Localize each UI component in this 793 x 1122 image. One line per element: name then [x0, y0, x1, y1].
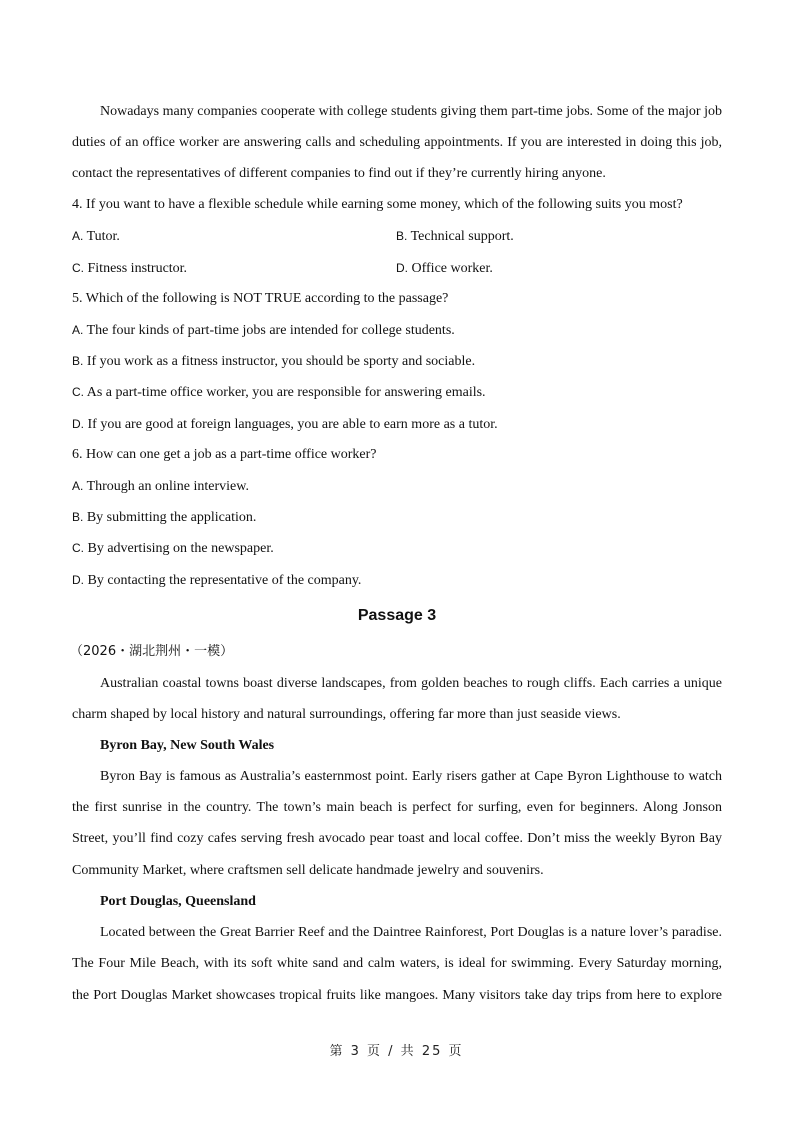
paragraph-line: charm shaped by local history and natural surroundings, offering far more than just seaside views. — [72, 707, 621, 722]
option-text: Technical support. — [407, 229, 514, 244]
option-text: The four kinds of part-time jobs are intended for college students. — [83, 323, 455, 338]
option-label: D. — [396, 261, 408, 275]
question-6-option-a — [72, 477, 249, 496]
source-tag: （2026・湖北荆州・一模） — [70, 644, 234, 659]
paragraph-line: duties of an office worker are answering calls and scheduling appointments. If you are interested in doing this job, — [72, 135, 722, 150]
option-text: Office worker. — [408, 261, 493, 276]
option-text: Fitness instructor. — [84, 261, 188, 276]
option-text: By submitting the application. — [83, 510, 257, 525]
section-heading-port-douglas: Port Douglas, Queensland — [100, 894, 256, 909]
option-label: A. — [72, 229, 84, 243]
question-stem-5: 5. Which of the following is NOT TRUE according to the passage? — [72, 291, 449, 306]
paragraph-line: Nowadays many companies cooperate with college students giving them part-time jobs. Some of the major job — [100, 104, 722, 119]
question-6-option-c — [72, 539, 274, 558]
paragraph-line: the Port Douglas Market showcases tropical fruits like mangoes. Many visitors take day trips from here to explore — [72, 988, 722, 1003]
option-label: A. — [72, 479, 84, 493]
option-text: Tutor. — [83, 229, 120, 244]
paragraph-line: Byron Bay is famous as Australia’s easternmost point. Early risers gather at Cape Byron Lighthouse to watch — [100, 769, 722, 784]
paragraph-line: Community Market, where craftsmen sell delicate handmade jewelry and souvenirs. — [72, 863, 544, 878]
question-stem-4: 4. If you want to have a flexible schedule while earning some money, which of the following suits you most? — [72, 197, 683, 212]
paragraph-line: Located between the Great Barrier Reef and the Daintree Rainforest, Port Douglas is a nature lover’s paradise. — [100, 925, 722, 940]
option-text: Through an online interview. — [83, 479, 249, 494]
paragraph-line: Australian coastal towns boast diverse landscapes, from golden beaches to rough cliffs. Each carries a unique — [100, 676, 722, 691]
option-label: C. — [72, 261, 84, 275]
option-label: B. — [72, 354, 84, 368]
question-4-option-c — [72, 259, 187, 278]
option-text: By contacting the representative of the company. — [84, 573, 362, 588]
option-label: B. — [72, 510, 84, 524]
option-label: C. — [72, 385, 84, 399]
passage-title: Passage 3 — [357, 607, 437, 624]
paragraph-line: contact the representatives of different companies to find out if they’re currently hiring anyone. — [72, 166, 606, 181]
paragraph-line: the first sunrise in the country. The town’s main beach is perfect for surfing, even for beginners. Along Jonson — [72, 800, 722, 815]
question-6-option-b — [72, 508, 256, 527]
option-label: B. — [396, 229, 408, 243]
option-label: D. — [72, 417, 84, 431]
question-4-option-b — [396, 227, 514, 246]
section-heading-byron-bay: Byron Bay, New South Wales — [100, 738, 275, 753]
option-label: C. — [72, 541, 84, 555]
question-5-option-a — [72, 321, 455, 340]
paragraph-line: Street, you’ll find cozy cafes serving fresh avocado pear toast and local coffee. Don’t miss the weekly Byron Bay — [72, 831, 722, 846]
option-text: If you work as a fitness instructor, you should be sporty and sociable. — [83, 354, 476, 369]
question-4-option-a — [72, 227, 120, 246]
question-4-option-d — [396, 259, 493, 278]
paragraph-line: The Four Mile Beach, with its soft white sand and calm waters, is ideal for swimming. Every Saturday morning, — [72, 956, 722, 971]
option-label: A. — [72, 323, 84, 337]
option-label: D. — [72, 573, 84, 587]
question-5-option-c — [72, 383, 486, 402]
page-number-footer: 第 3 页 / 共 25 页 — [329, 1044, 464, 1059]
option-text: If you are good at foreign languages, you are able to earn more as a tutor. — [84, 417, 498, 432]
question-5-option-d — [72, 415, 498, 434]
question-stem-6: 6. How can one get a job as a part-time office worker? — [72, 447, 377, 462]
option-text: By advertising on the newspaper. — [84, 541, 274, 556]
question-5-option-b — [72, 352, 475, 371]
question-6-option-d — [72, 571, 361, 590]
option-text: As a part-time office worker, you are responsible for answering emails. — [84, 385, 486, 400]
